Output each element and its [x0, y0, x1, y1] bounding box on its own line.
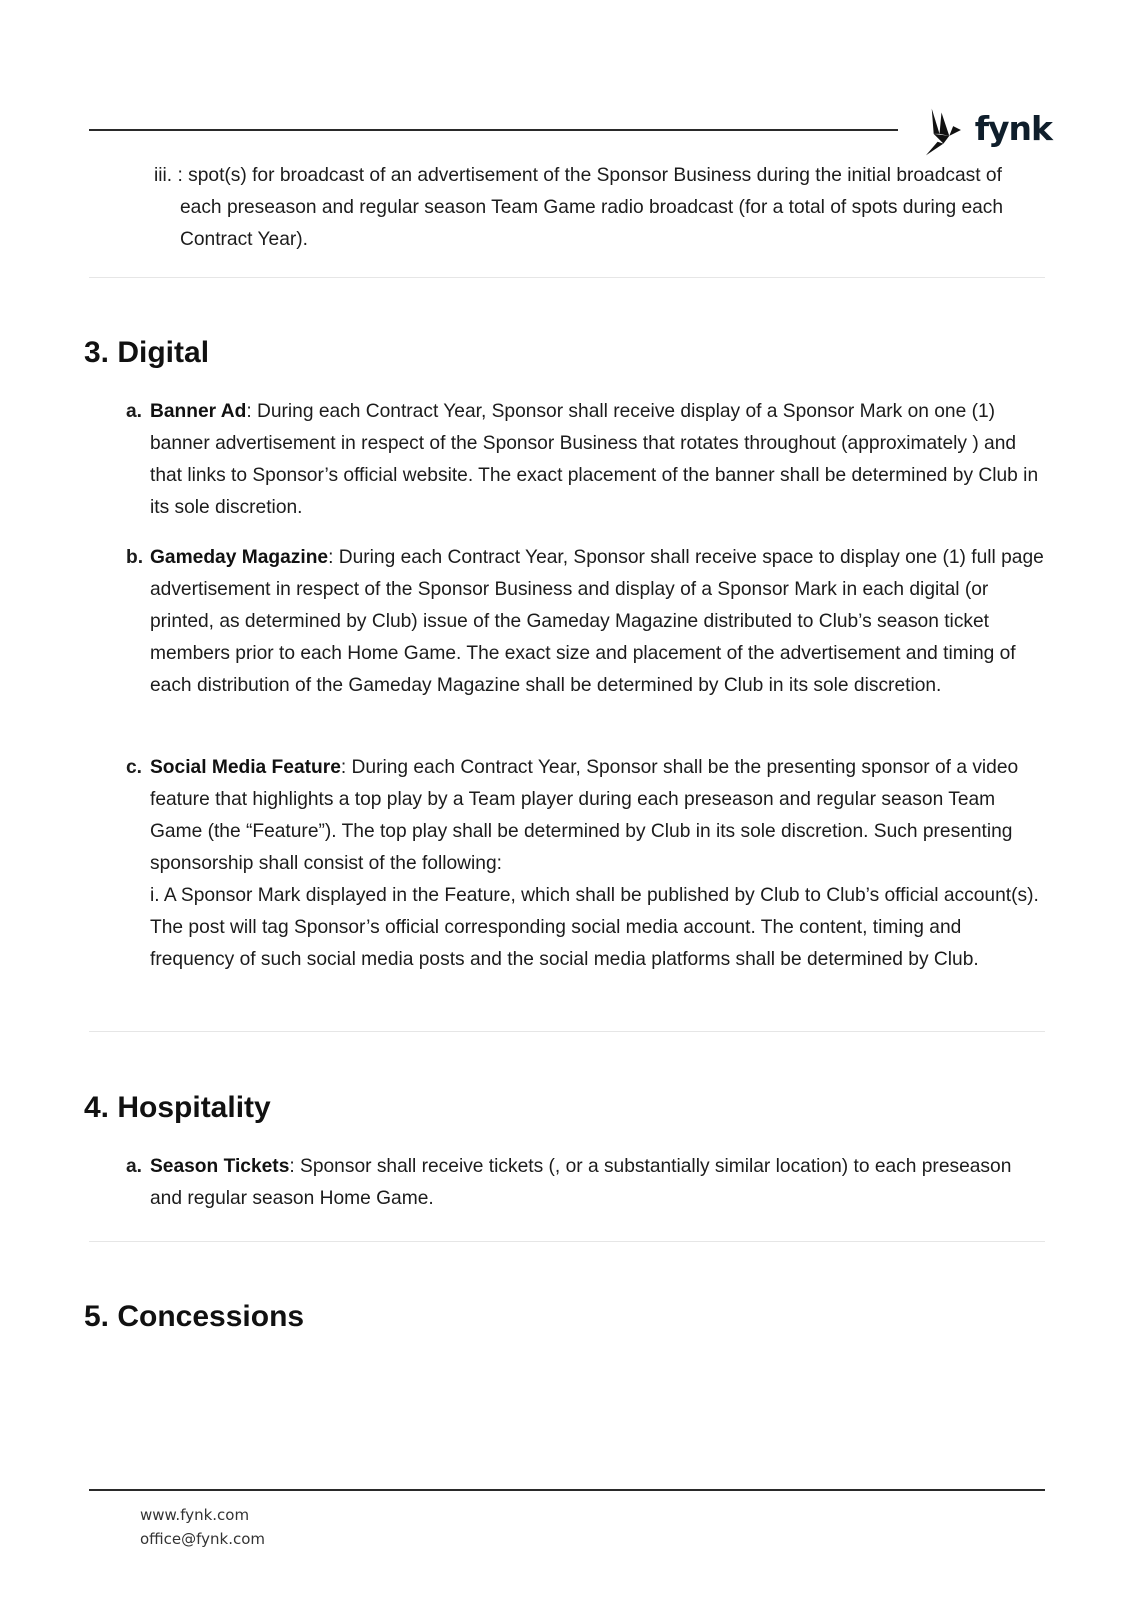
clause-label: Season Tickets	[150, 1156, 290, 1177]
origami-bird-icon	[922, 104, 971, 158]
clause-banner-ad	[126, 396, 1046, 524]
clause-marker: a.	[126, 1156, 143, 1177]
clause-marker: iii.	[154, 165, 173, 186]
section-divider	[89, 1031, 1045, 1032]
clause-marker: c.	[126, 757, 143, 778]
clause-label: Social Media Feature	[150, 757, 341, 778]
footer-email[interactable]: office@fynk.com	[140, 1530, 266, 1548]
clause-marker: b.	[126, 547, 144, 568]
clause-marker: a.	[126, 401, 143, 422]
clause-iii	[154, 160, 1034, 256]
clause-label: Gameday Magazine	[150, 547, 329, 568]
footer-rule	[89, 1489, 1045, 1491]
header-rule	[89, 129, 898, 131]
section-title-hospitality: 4. Hospitality	[84, 1091, 271, 1124]
fynk-logo	[922, 104, 1052, 158]
clause-text: : spot(s) for broadcast of an advertisement of the Sponsor Business during the initial broadcast of each preseason and regular season Team Game radio broadcast (for a total of spots during each Contract Year).	[177, 165, 1004, 250]
clause-social-media-feature	[126, 752, 1046, 976]
clause-season-tickets	[126, 1151, 1046, 1215]
section-title-digital: 3. Digital	[84, 336, 210, 369]
section-divider	[89, 277, 1045, 278]
footer	[140, 1503, 265, 1551]
clause-text: : Sponsor shall receive tickets (, or a substantially similar location) to each preseason and regular season Home Game.	[150, 1156, 1012, 1209]
footer-website[interactable]: www.fynk.com	[140, 1506, 250, 1524]
logo-text: fynk	[974, 108, 1052, 148]
section-divider	[89, 1241, 1045, 1242]
section-title-concessions: 5. Concessions	[84, 1300, 305, 1333]
clause-subtext: i. A Sponsor Mark displayed in the Feature, which shall be published by Club to Club’s official account(s). The post will tag Sponsor’s official corresponding social media account. The content, timing and frequency of such social media posts and the social media platforms shall be determined by Club.	[150, 885, 1039, 970]
clause-text: : During each Contract Year, Sponsor shall be the presenting sponsor of a video feature that highlights a top play by a Team player during each preseason and regular season Team Game (the “Feature”). The top play shall be determined by Club in its sole discretion. Such presenting sponsorship shall consist of the following:	[150, 757, 1019, 874]
clause-text: : During each Contract Year, Sponsor shall receive display of a Sponsor Mark on one (1) banner advertisement in respect of the Sponsor Business that rotates throughout (approximately ) and that links to Sponsor’s official website. The exact placement of the banner shall be determined by Club in its sole discretion.	[150, 401, 1039, 518]
clause-label: Banner Ad	[150, 401, 247, 422]
clause-text: : During each Contract Year, Sponsor shall receive space to display one (1) full page advertisement in respect of the Sponsor Business and display of a Sponsor Mark in each digital (or printed, as determined by Club) issue of the Gameday Magazine distributed to Club’s season ticket members prior to each Home Game. The exact size and placement of the advertisement and timing of each distribution of the Gameday Magazine shall be determined by Club in its sole discretion.	[150, 547, 1044, 696]
clause-gameday-magazine	[126, 542, 1046, 702]
